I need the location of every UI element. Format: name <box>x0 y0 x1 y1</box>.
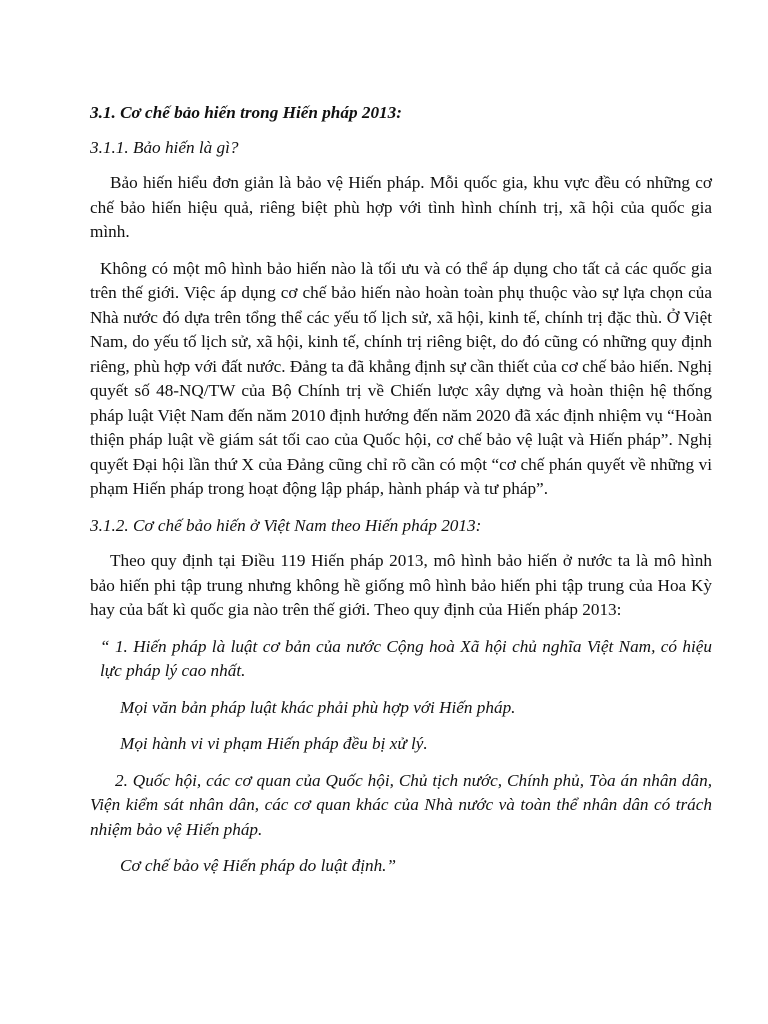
subsection-heading-vietnam: 3.1.2. Cơ chế bảo hiến ở Việt Nam theo Hiến pháp 2013: <box>90 515 482 535</box>
quote-clause-2: 2. Quốc hội, các cơ quan của Quốc hội, Chủ tịch nước, Chính phủ, Tòa án nhân dân, Viện kiểm sát nhân dân, các cơ quan khác của Nhà nước và toàn thể nhân dân có trách nhiệm bảo vệ Hiến pháp. <box>90 770 712 839</box>
quote-violations: Mọi hành vi vi phạm Hiến pháp đều bị xử lý. <box>120 734 428 753</box>
paragraph-no-optimal-model: Không có một mô hình bảo hiến nào là tối ưu và có thể áp dụng cho tất cả các quốc gia trên thế giới. Việc áp dụng cơ chế bảo hiến nào hoàn toàn phụ thuộc vào sự lựa chọn của Nhà nước đó dựa trên tổng thể các yếu tố lịch sử, xã hội, kinh tế, chính trị đặc thù. Ở Việt Nam, do yếu tố lịch sử, xã hội, kinh tế, chính trị riêng biệt, do đó cũng có những quy định riêng, phù hợp với đất nước. Đảng ta đã khẳng định sự cần thiết của cơ chế bảo hiến. Nghị quyết số 48-NQ/TW của Bộ Chính trị về Chiến lược xây dựng và hoàn thiện hệ thống pháp luật Việt Nam đến năm 2010 định hướng đến năm 2020 đã xác định nhiệm vụ “Hoàn thiện pháp luật về giám sát tối cao của Quốc hội, cơ chế bảo vệ luật và Hiến pháp”. Nghị quyết Đại hội lần thứ X của Đảng cũng chỉ rõ cần có một “cơ chế phán quyết về những vi phạm Hiến pháp trong hoạt động lập pháp, hành pháp và tư pháp”. <box>90 258 713 498</box>
document-body <box>90 101 712 891</box>
quote-protection-mechanism: Cơ chế bảo vệ Hiến pháp do luật định.” <box>120 856 397 875</box>
quote-clause-1: “ 1. Hiến pháp là luật cơ bản của nước Cộng hoà Xã hội chủ nghĩa Việt Nam, có hiệu lực pháp lý cao nhất. <box>100 636 712 680</box>
quote-legal-documents: Mọi văn bản pháp luật khác phải phù hợp với Hiến pháp. <box>120 697 516 717</box>
subsection-heading-what-is: 3.1.1. Bảo hiến là gì? <box>90 137 239 157</box>
section-heading: 3.1. Cơ chế bảo hiến trong Hiến pháp 2013: <box>90 103 402 122</box>
paragraph-article-119: Theo quy định tại Điều 119 Hiến pháp 2013, mô hình bảo hiến ở nước ta là mô hình bảo hiến phi tập trung nhưng không hề giống mô hình bảo hiến phi tập trung của Hoa Kỳ hay của bất kì quốc gia nào trên thế giới. Theo quy định của Hiến pháp 2013: <box>90 551 712 619</box>
paragraph-definition: Bảo hiến hiểu đơn giản là bảo vệ Hiến pháp. Mỗi quốc gia, khu vực đều có những cơ chế bảo hiến hiệu quả, riêng biệt phù hợp với tình hình chính trị, xã hội của quốc gia mình. <box>90 173 712 241</box>
